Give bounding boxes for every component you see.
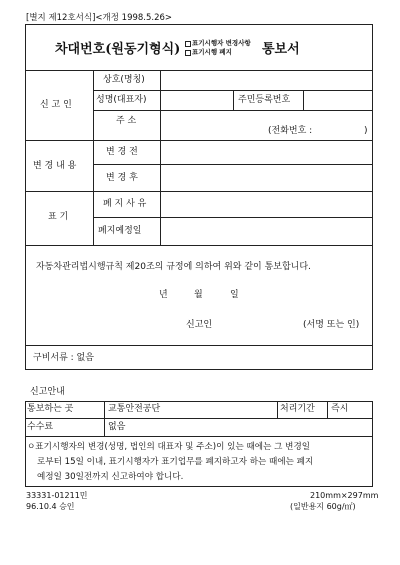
processing-period-label: 처리기간 [280,404,315,414]
resident-number-label: 주민등록번호 [238,95,291,105]
option2-checkbox[interactable] [185,50,191,56]
fee-value: 없음 [108,422,126,432]
reporter-label: 신고인 [186,320,213,330]
change-section-label: 변 경 내 용 [33,161,77,171]
phone-close: ) [364,126,368,136]
name-label: 성명(대표자) [96,95,147,105]
after-change-field[interactable] [161,165,372,191]
processing-period-value: 즉시 [331,404,349,414]
address-field[interactable] [161,111,372,140]
abolish-date-field[interactable] [161,218,372,245]
date-day-label: 일 [230,290,239,300]
form-number: 33331-01211민 [26,491,88,500]
trade-name-field[interactable] [161,71,372,90]
name-field[interactable] [161,91,233,110]
destination-label: 통보하는 곳 [27,404,74,414]
date-month-label: 월 [194,290,203,300]
abolish-reason-field[interactable] [161,192,372,217]
destination-value: 교통안전공단 [108,404,161,414]
title-option2: 표기시행 폐지 [192,48,232,56]
marking-section-label: 표 기 [48,212,69,222]
applicant-section-label: 신 고 인 [40,100,72,110]
date-year-label: 년 [159,290,168,300]
approval-date: 96.10.4 승인 [26,502,75,511]
notice-line-3: 예정일 30일전까지 신고하여야 합니다. [37,472,184,482]
before-change-label: 변 경 전 [106,147,138,157]
form-header-note: [별지 제12호서식]<개정 1998.5.26> [26,13,173,23]
title-part1: 차대번호(원동기형식) [55,42,181,57]
notice-line-2: 로부터 15일 이내, 표기시행자가 표기업무를 폐지하고자 하는 때에는 폐지 [37,457,314,467]
address-label: 주 소 [116,116,137,126]
abolish-date-label: 폐지예정일 [98,226,142,236]
before-change-field[interactable] [161,141,372,164]
title-option1: 표기시행자 변경사항 [192,39,251,47]
trade-name-label: 상호(명칭) [103,75,145,85]
notice-line-1: ㅇ표기시행자의 변경(성명, 법인의 대표자 및 주소)이 있는 때에는 그 변경일 [27,442,311,452]
resident-number-field[interactable] [304,91,372,110]
guide-title: 신고안내 [30,387,65,397]
phone-label: (전화번호 : [268,126,313,136]
abolish-reason-label: 폐 지 사 유 [103,199,147,209]
required-documents: 구비서류 : 없음 [33,353,94,363]
after-change-label: 변 경 후 [106,173,138,183]
title-part2: 통보서 [262,42,300,57]
signature-label: (서명 또는 인) [303,320,360,330]
fee-label: 수수료 [27,422,54,432]
option1-checkbox[interactable] [185,41,191,47]
paper-weight: (일반용지 60g/㎡) [290,502,356,511]
paper-size: 210mm×297mm [310,491,379,500]
declaration-statement: 자동차관리법시행규칙 제20조의 규정에 의하여 위와 같이 통보합니다. [36,262,311,272]
